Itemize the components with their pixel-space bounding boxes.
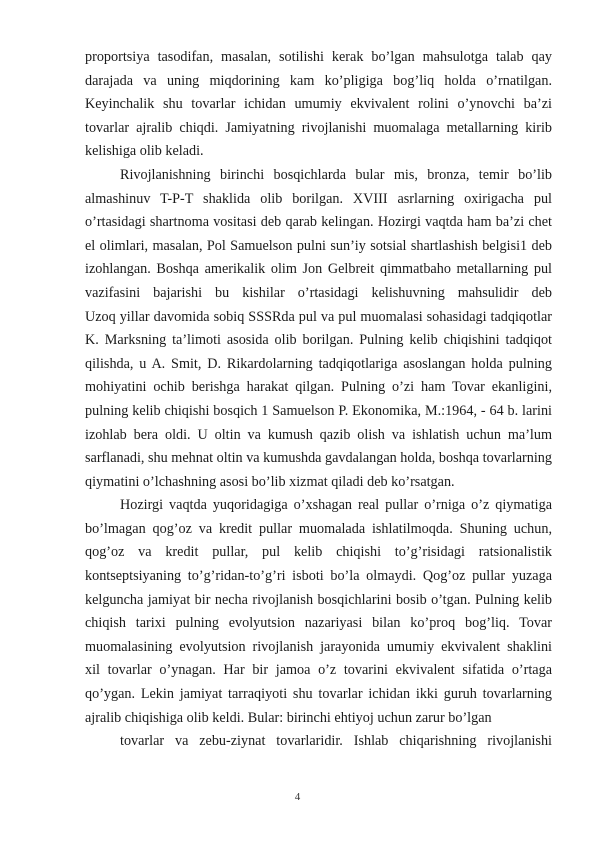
text-line: qilishda, u A. Smit, D. Rikardolarning tadqiqotlariga asoslangan holda pulning (85, 355, 552, 372)
text-line: ajralib chiqishiga olib keldi. Bular: birinchi ehtiyoj uchun zarur bo’lgan (85, 709, 492, 726)
text-line: K. Marksning ta’limoti asosida olib borilgan. Pulning kelib chiqishini tadqiqot (85, 332, 552, 349)
text-line: pulning kelib chiqishi bosqich 1 Samuelson P. Ekonomika, M.:1964, - 64 b. larini (85, 402, 552, 419)
body-text (85, 46, 552, 754)
text-line: izohlab bera oldi. U oltin va kumush qazib olish va ishlatish uchun ma’lum (85, 426, 552, 443)
text-line: sarflanadi, shu mehnat oltin va kumushda gavdalangan holda, boshqa tovarlarning (85, 450, 552, 467)
text-line: mohiyatini ochib berishga harakat qilgan. Pulning o’zi ham Tovar ekanligini, (85, 379, 552, 396)
text-line: tovarlar ajralib chiqdi. Jamiyatning rivojlanishi muomalaga metallarning kirib (85, 119, 552, 136)
text-line: el olimlari, masalan, Pol Samuelson pulni sun’iy sotsial shartlashish belgisi1 deb (85, 237, 552, 254)
text-line: almashinuv T-P-T shaklida olib borilgan. XVIII asrlarning oxirigacha pul (85, 190, 552, 207)
text-line: o’rtasidagi shartnoma vositasi deb qarab kelingan. Hozirgi vaqtda ham ba’zi chet (85, 214, 552, 231)
text-line: izohlangan. Boshqa amerikalik olim Jon Gelbreit qimmatbaho metallarning pul (85, 261, 552, 278)
text-line: qiymatini o’lchashning asosi bo’lib xizmat qiladi deb ko’rsatgan. (85, 473, 455, 490)
text-line: Keyinchalik shu tovarlar ichidan umumiy ekvivalent rolini o’ynovchi ba’zi (85, 96, 552, 113)
text-line: darajada va uning miqdorining kam ko’pligiga bog’liq holda o’rnatilgan. (85, 72, 552, 89)
text-line: vazifasini bajarishi bu kishilar o’rtasidagi kelishuvning mahsulidir deb (85, 284, 552, 301)
text-line: bo’lmagan qog’oz va kredit pullar muomalada ishlatilmoqda. Shuning uchun, (85, 520, 552, 537)
page-number: 4 (294, 791, 301, 803)
text-line: qo’ygan. Lekin jamiyat tarraqiyoti shu tovarlar ichidan ikki guruh tovarlarning (85, 686, 552, 703)
text-line: proportsiya tasodifan, masalan, sotilishi kerak bo’lgan mahsulotga talab qay (85, 49, 552, 65)
text-line: kontseptsiyaning to’g’ridan-to’g’ri isboti bo’la olmaydi. Qog’oz pullar yuzaga (85, 568, 552, 585)
text-line: Rivojlanishning birinchi bosqichlarda bular mis, bronza, temir bo’lib (120, 166, 552, 183)
text-line: chiqish tarixi pulning evolyutsion nazariyasi bilan ko’proq bog’liq. Tovar (85, 615, 552, 632)
text-line: xil tovarlar o’ynagan. Har bir jamoa o’z tovarini ekvivalent sifatida o’rtaga (85, 662, 552, 679)
text-line: Hozirgi vaqtda yuqoridagiga o’xshagan real pullar o’rniga o’z qiymatiga (120, 497, 552, 514)
text-line: qog’oz va kredit pullar, pul kelib chiqishi to’g’risidagi ratsionalistik (85, 544, 552, 561)
text-line: kelishiga olib keladi. (85, 143, 204, 160)
text-line: Uzoq yillar davomida sobiq SSSRda pul va pul muomalasi sohasidagi tadqiqotlar (85, 308, 552, 325)
text-line: tovarlar va zebu-ziynat tovarlaridir. Ishlab chiqarishning rivojlanishi (120, 733, 552, 750)
text-line: kelguncha jamiyat bir necha rivojlanish bosqichlarini bosib o’tgan. Pulning kelib (85, 591, 552, 608)
text-line: muomalasining evolyutsion rivojlanish jarayonida umumiy ekvivalent shaklini (85, 638, 552, 655)
